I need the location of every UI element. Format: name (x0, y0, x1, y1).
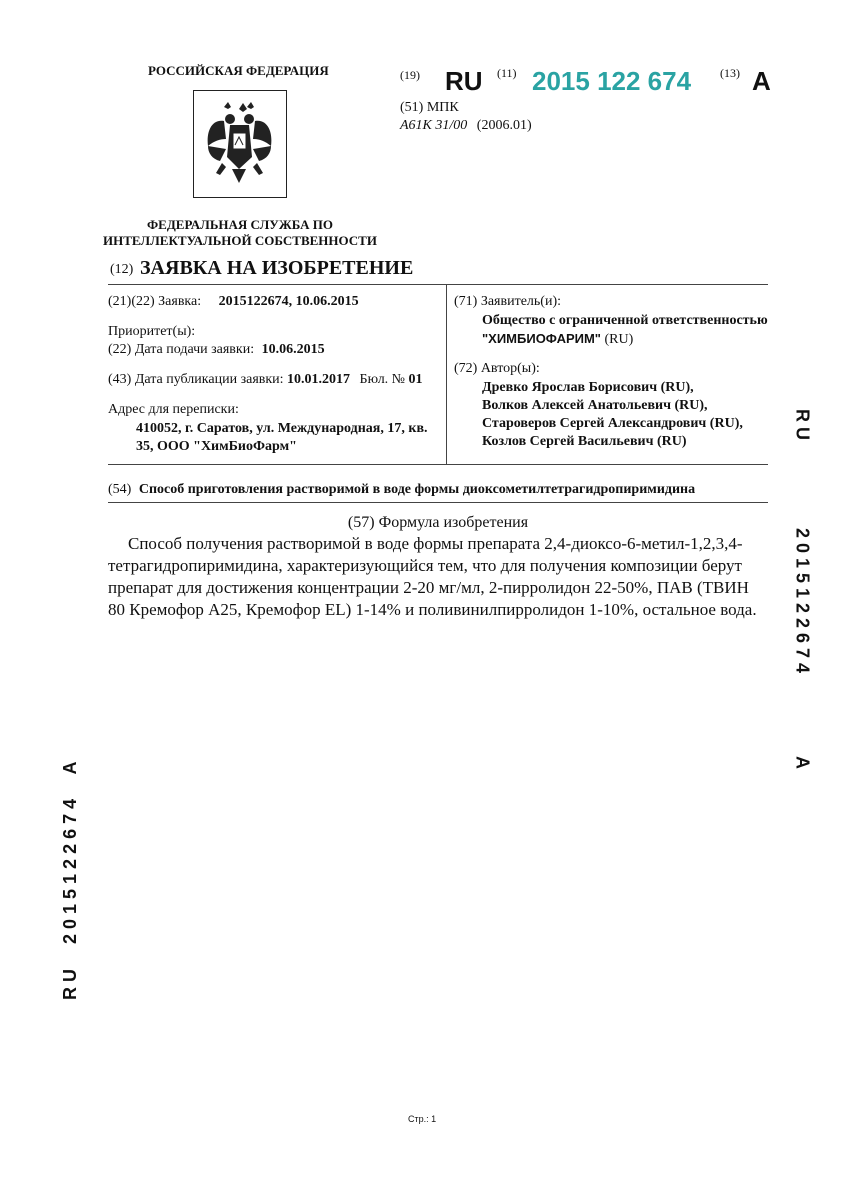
agency-country: РОССИЙСКАЯ ФЕДЕРАЦИЯ (148, 63, 329, 78)
authors-label: (72) Автор(ы): (454, 361, 540, 376)
bulletin-value: 01 (408, 372, 423, 387)
claims-heading: (57) Формула изобретения (347, 514, 529, 531)
divider-middle (108, 464, 768, 465)
applicant-line-1: Общество с ограниченной ответственностью (482, 313, 768, 328)
document-heading: ЗАЯВКА НА ИЗОБРЕТЕНИЕ (140, 257, 414, 279)
russian-coat-of-arms-icon (193, 90, 287, 198)
application-label: (21)(22) Заявка: (108, 294, 202, 309)
kind-code: A (752, 66, 771, 96)
inid-code-19: (19) (400, 68, 420, 82)
filing-value: 10.06.2015 (261, 342, 325, 357)
publication-date (108, 372, 423, 388)
title-code: (54) (108, 482, 132, 497)
inid-code-13: (13) (720, 66, 740, 80)
side-right-kind: A (792, 756, 813, 769)
column-divider (446, 285, 447, 464)
page-number: Стр.: 1 (408, 1114, 437, 1124)
applicant-name: "ХИМБИОФАРИМ" (482, 331, 601, 346)
author-item: Волков Алексей Анатольевич (RU), (482, 398, 708, 413)
applicant-country: (RU) (600, 332, 634, 347)
address-line-1: 410052, г. Саратов, ул. Международная, 17, кв. (136, 421, 428, 436)
inid-code-11: (11) (497, 66, 517, 80)
filing-date (108, 342, 325, 358)
author-item: Староверов Сергей Александрович (RU), (482, 416, 743, 431)
address-line-2: 35, ООО "ХимБиоФарм" (136, 439, 297, 454)
application-value: 2015122674, 10.06.2015 (218, 294, 359, 309)
ipc-classification (400, 118, 532, 134)
inid-code-12: (12) (110, 262, 134, 277)
applicant-label: (71) Заявитель(и): (454, 294, 562, 309)
claim-text: Способ получения растворимой в воде формы препарата 2,4-диоксо-6-метил-1,2,3,4-тетрагидропиримидина, характеризующийся тем, что для получения композиции берут препарат для достижения концентрации 2-20 мг/мл, 2-пирролидон 22-50%, ПАВ (ТВИН 80 Кремофор А25, Кремофор EL) 1-14% и поливинилпирролидон 1-10%, остальное вода. (108, 534, 757, 619)
side-left-text: R U 2 0 1 5 1 2 2 6 7 4 A (60, 761, 80, 1000)
ipc-version: (2006.01) (476, 118, 532, 133)
title-text: Способ приготовления растворимой в воде формы диоксометилтетрагидропиримидина (138, 482, 696, 497)
agency-name: ФЕДЕРАЛЬНАЯ СЛУЖБА ПО ИНТЕЛЛЕКТУАЛЬНОЙ СОБСТВЕННОСТИ (103, 217, 377, 248)
divider-top (108, 284, 768, 285)
priority-label: Приоритет(ы): (108, 324, 196, 339)
ipc-label: (51) МПК (400, 100, 459, 115)
applicant-line-2 (482, 331, 633, 348)
publication-label: (43) Дата публикации заявки: (108, 372, 284, 387)
publication-value: 10.01.2017 (287, 372, 351, 387)
document-number: 2015 122 674 (532, 66, 692, 96)
side-right-country: R U (792, 409, 813, 440)
ipc-code: A61K 31/00 (400, 118, 468, 133)
filing-label: (22) Дата подачи заявки: (108, 342, 255, 357)
invention-title (108, 482, 695, 498)
author-item: Древко Ярослав Борисович (RU), (482, 380, 694, 395)
application-number (108, 294, 359, 310)
author-item: Козлов Сергей Васильевич (RU) (482, 434, 687, 449)
address-label: Адрес для переписки: (108, 402, 239, 417)
divider-bottom (108, 502, 768, 503)
country-code: RU (445, 66, 483, 96)
bulletin-label: Бюл. № (359, 372, 406, 387)
side-right-number: 2 0 1 5 1 2 2 6 7 4 (792, 527, 813, 674)
side-label-right (788, 400, 816, 780)
